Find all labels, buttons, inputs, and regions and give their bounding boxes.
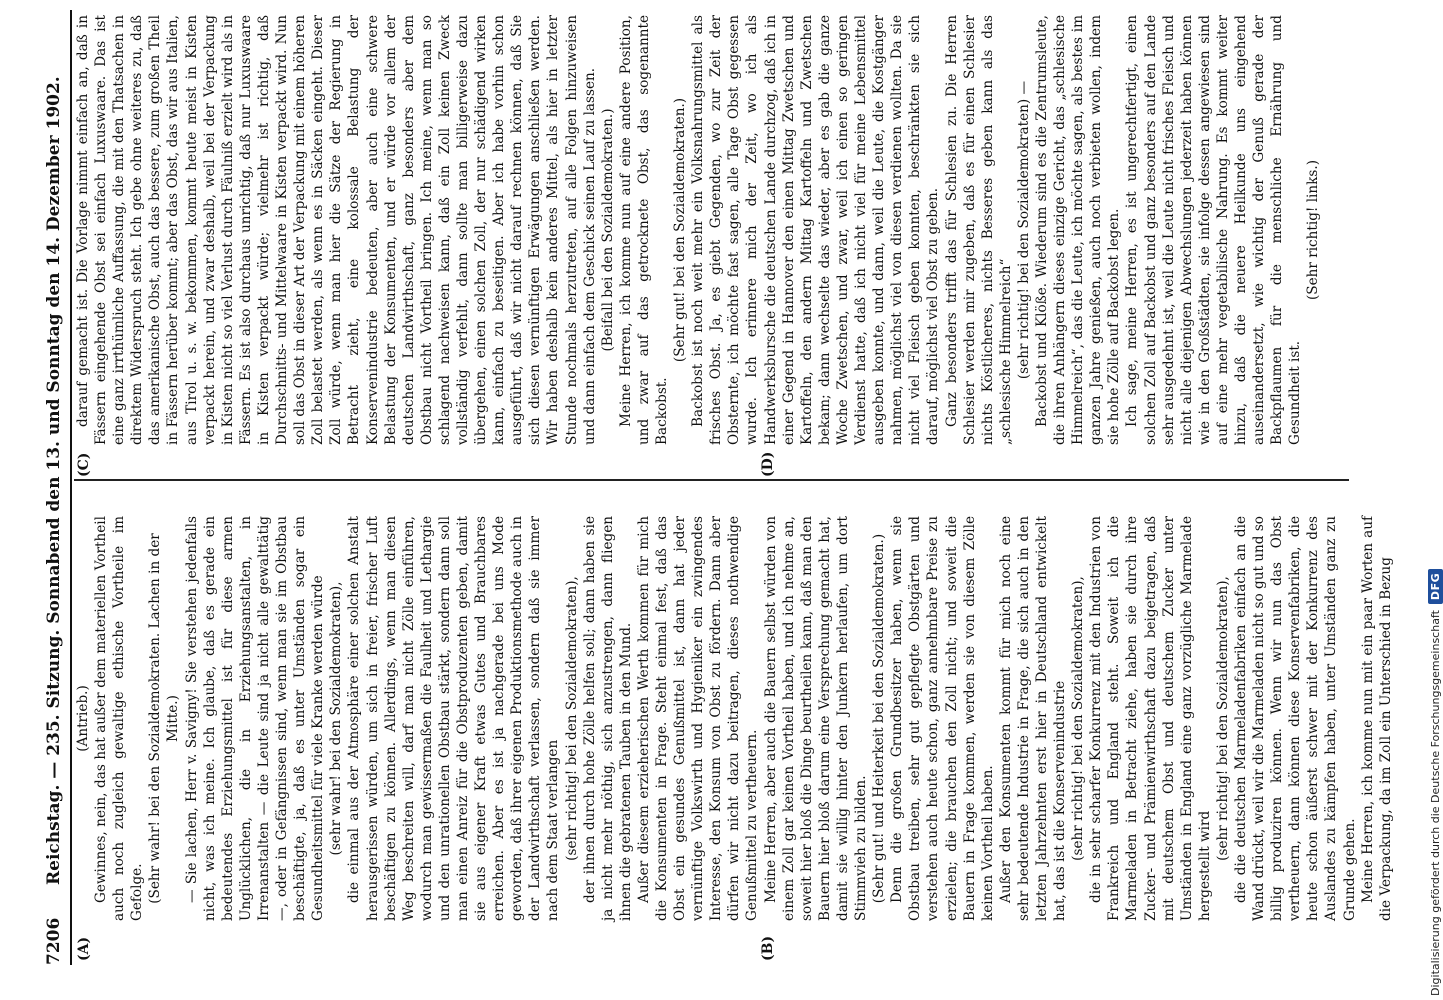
paragraph: die in sehr scharfer Konkurrenz mit den Industrien von Frankreich und England steht. Soweit ich die Marmeladen in Betracht ziehe, haben sie durch ihre Zucker- und Prämienwirthschaft dazu beigetragen, daß mit deutschem Obst und deutschem Zucker unter Umständen in England eine ganz vorzügliche Marmelade hergestellt wird: [1088, 516, 1213, 921]
paragraph: der ihnen durch hohe Zölle helfen soll; dann haben sie ja nicht mehr nöthig, sich anzustrengen, dann fliegen ihnen die gebratenen Tauben in den Mund.: [581, 516, 634, 921]
paragraph: Backobst und Klöße. Wiederum sind es die Zentrumsleute, die ihren Anhängern dieses einzige Gericht, das „schlesische Himmelreich“, das die Leute, ich möchte sagen, als bestes im ganzen Jahre genießen, auch noch verbieten wollen, indem sie hohe Zölle auf Backobst legen.: [1033, 15, 1123, 445]
interjection: (Sehr wahr! bei den Sozialdemokraten. Lachen in der Mitte.): [147, 533, 182, 904]
interjection: (sehr wahr! bei den Sozialdemokraten),: [328, 581, 345, 856]
interjection: (sehr richtig! bei den Sozialdemokraten) —: [1015, 80, 1032, 380]
digitization-credit: [1428, 569, 1443, 996]
paragraph: Außer den Konsumenten kommt für mich noch eine sehr bedeutende Industrie in Frage, die sich auch in den letzten Jahrzehnten erst hier in Deutschland entwickelt hat, das ist die Konservenindustrie: [997, 516, 1069, 921]
paragraph: Meine Herren, ich komme nun mit ein paar Worten auf die Verpackung, da im Zoll ein Unterschied in Bezug: [1359, 516, 1394, 921]
margin-mark-b: (B): [760, 935, 776, 961]
paragraph: Meine Herren, ich komme nun auf eine andere Position, und zwar auf das getrocknete Obst, das sogenannte Backobst.: [617, 15, 670, 445]
interjection: (sehr richtig! bei den Sozialdemokraten),: [1214, 576, 1231, 861]
paragraph: Ich sage, meine Herren, es ist ungerechtfertigt, einen solchen Zoll auf Backobst und ganz besonders auf den Lande sehr ausgedehnt ist, weil die Leute nicht frisches Fleisch und nicht alle diejenigen Abwechslungen jederzeit haben können wie in den Großstädten, sie infolge dessen angewiesen sind auf eine mehr vegetabilische Nahrung. Es kommt weiter hinzu, daß die neuere Heilkunde uns eingehend auseinandersetzt, wie wichtig der Genuß gerade der Backpflaumen für die menschliche Ernährung und Gesundheit ist.: [1124, 15, 1304, 445]
interjection: (Sehr gut! und Heiterkeit bei den Sozialdemokraten.): [871, 533, 888, 904]
paragraph: Denn die großen Grundbesitzer haben, wenn sie Obstbau treiben, sehr gut gepflegte Obstgärten und verstehen auch heute schon, ganz annehmbare Preise zu erzielen; die brauchen den Zoll nicht; und soweit die Bauern in Frage kommen, werden sie von diesem Zölle keinen Vortheil haben.: [889, 516, 996, 921]
credit-text: Digitalisierung gefördert durch die Deutsche Forschungsgemeinschaft: [1429, 610, 1442, 996]
paragraph: — Sie lachen, Herr v. Savigny! Sie verstehen jedenfalls nicht, was ich meine. Ich glaube, daß es gerade ein bedeutendes Erziehungsmittel ist für diese armen Unglücklichen, die in Erziehungsanstalten, in Irrenanstalten — die Leute sind ja nicht alle gewalttätig —, oder in Gefängnissen sind, wenn man sie im Obstbau beschäftigte, ja, daß es unter Umständen sogar ein Gesundheitsmittel für viele Kranke werden würde: [183, 516, 327, 921]
page-number: 7206: [44, 917, 64, 965]
interjection: (sehr richtig! bei den Sozialdemokraten),: [1070, 576, 1087, 861]
column-divider: [74, 480, 1349, 482]
paragraph: die einmal aus der Atmosphäre einer solchen Anstalt herausgerissen würden, um sich in freier, frischer Luft beschäftigen zu können. Allerdings, wenn man diesen Weg beschreiten will, darf man nicht Zölle einführen, wodurch man gewissermaßen die Faulheit und Lethargie und den unrationellen Obstbau stärkt, sondern dann soll man einen Anreiz für die Obstproduzenten geben, damit sie aus eigener Kraft etwas Gutes und Brauchbares erreichen. Aber es ist ja nachgerade bei uns Mode geworden, daß ihrer eigenen Produktionsmethode auch in der Landwirthschaft verlassen, sondern daß sie immer nach dem Staat verlangen: [346, 516, 562, 921]
paragraph: die die deutschen Marmeladenfabriken einfach an die Wand drückt, weil wir die Marmeladen nicht so gut und so billig produziren können. Wenn wir nun das Obst vertheuern, dann können diese Konservenfabriken, die heute schon äußerst schwer mit der Konkurrenz des Auslandes zu kämpfen haben, unter Umständen ganz zu Grunde gehen.: [1233, 516, 1358, 921]
margin-mark-d: (D): [760, 451, 776, 477]
page-header: [40, 10, 72, 965]
interjection: (Sehr gut! bei den Sozialdemokraten.): [672, 97, 689, 363]
paragraph: darauf gemacht ist. Die Vorlage nimmt einfach an, daß in Fässern eingehende Obst sei einfach Luxuswaare. Das ist eine ganz irrthümliche Auffassung, die mit den Thatsachen in direktem Widerspruch steht. Ich gebe ohne weiteres zu, daß das amerikanische Obst, auch das bessere, zum großen Theil in Fässern herüber kommt; aber das Obst, das wir aus Italien, aus Tirol u. s. w. bekommen, kommt heute meist in Kisten verpackt herein, und zwar deshalb, weil bei der Verpackung in Kisten nicht so viel Verlust durch Fäulniß erzielt wird als in Fässern. Es ist also durchaus unrichtig, daß nur Luxuswaare in Kisten verpackt würde; vielmehr ist richtig, daß Durchschnitts- und Mittelwaare in Kisten verpackt wird. Nun soll das Obst in dieser Art der Verpackung mit einem höheren Zoll belastet werden, als wenn es in Säcken eingeht. Dieser Zoll würde, wenn man hier die Sätze der Regierung in Betracht zieht, eine kolossale Belastung der Konservenindustrie bedeuten, aber auch eine schwere Belastung der Konsumenten, und er würde vor allem der deutschen Landwirthschaft, ganz besonders aber dem Obstbau nicht Vortheil bringen. Ich meine, wenn man so schlagend nachweisen kann, daß ein Zoll keinen Zweck vollständig verfehlt, dann sollte man billigerweise dazu übergehen, einen solchen Zoll, der nur schädigend wirken kann, einfach zu beseitigen. Aber ich habe vorhin schon ausgeführt, daß wir nicht darauf rechnen können, daß Sie sich diesen vernünftigen Erwägungen anschließen werden. Wir haben deshalb kein anderes Mittel, als hier in letzter Stunde nochmals herzutreten, auf alle Folgen hinzuweisen und dann einfach dem Geschick seinen Lauf zu lassen.: [75, 15, 598, 445]
interjection: (Antrieb.): [75, 685, 91, 752]
margin-mark-c: (C): [76, 452, 92, 477]
paragraph: Außer diesem erzieherischen Werth kommen für mich die Konsumenten in Frage. Steht einmal fest, daß das Obst ein gesundes Genußmittel ist, dann hat jeder vernünftige Volkswirth und Hygieniker ein zwingendes Interesse, den Konsum von Obst zu fördern. Dann aber dürfen wir nicht dazu beitragen, dieses nothwendige Genußmittel zu vertheuern.: [635, 516, 761, 921]
interjection: (sehr richtig! bei den Sozialdemokraten),: [563, 576, 580, 861]
paragraph: Backobst ist noch weit mehr ein Volksnahrungsmittel als frisches Obst. Ja, es giebt Gegenden, wo zur Zeit der Obsternte, ich möchte fast sagen, alle Tage Obst gegessen wurde. Ich erinnere mich der Zeit, wo ich als Handwerksbursche die deutschen Lande durchzog, daß ich in einer Gegend in Hannover den einen Mittag Zwetschen und Kartoffeln, den andern Mittag Kartoffeln und Zwetschen bekam; dann wechselte das wieder, aber es gab die ganze Woche Zwetschen, und zwar, weil ich einen so geringen Verdienst hatte, daß ich nicht viel für meine Lebensmittel ausgeben konnte, und dann, weil die Leute, die Kostgänger nahmen, möglichst viel von diesen verdienen wollten. Da sie nicht viel Fleisch geben konnten, beschränkten sie sich darauf, möglichst viel Obst zu geben.: [690, 15, 942, 445]
left-text-column: [74, 516, 1394, 921]
paragraph: Meine Herren, aber auch die Bauern selbst würden von einem Zoll gar keinen Vortheil haben, und ich nehme an, soweit hier bloß die Dinge beurtheilen kann, daß man den Bauern hier bloß darum eine Versprechung gemacht hat, damit sie willig hinter den Junkern herlaufen, um dort Stimmvieh zu bilden.: [762, 516, 870, 921]
paragraph: Ganz besonders trifft das für Schlesien zu. Die Herren Schlesier werden mir zugeben, daß es für einen Schlesier nichts Köstlicheres, nichts Besseres geben kann als das „schlesische Himmelreich“: [943, 15, 1014, 445]
interjection: (Sehr richtig! links.): [1305, 159, 1322, 301]
dfg-logo: DFG: [1428, 569, 1443, 604]
rotated-document-page: [40, 10, 1394, 965]
page-title: Reichstag. — 235. Sitzung. Sonnabend den 13. und Sonntag den 14. Dezember 1902.: [44, 76, 64, 885]
paragraph: Gewinnes, nein, das hat außer dem materiellen Vortheil auch noch zugleich gewaltige ethische Vortheile im Gefolge.: [93, 516, 146, 921]
right-text-column: [74, 15, 1349, 445]
margin-mark-a: (A): [76, 936, 92, 961]
interjection: (Beifall bei den Sozialdemokraten.): [599, 108, 616, 352]
